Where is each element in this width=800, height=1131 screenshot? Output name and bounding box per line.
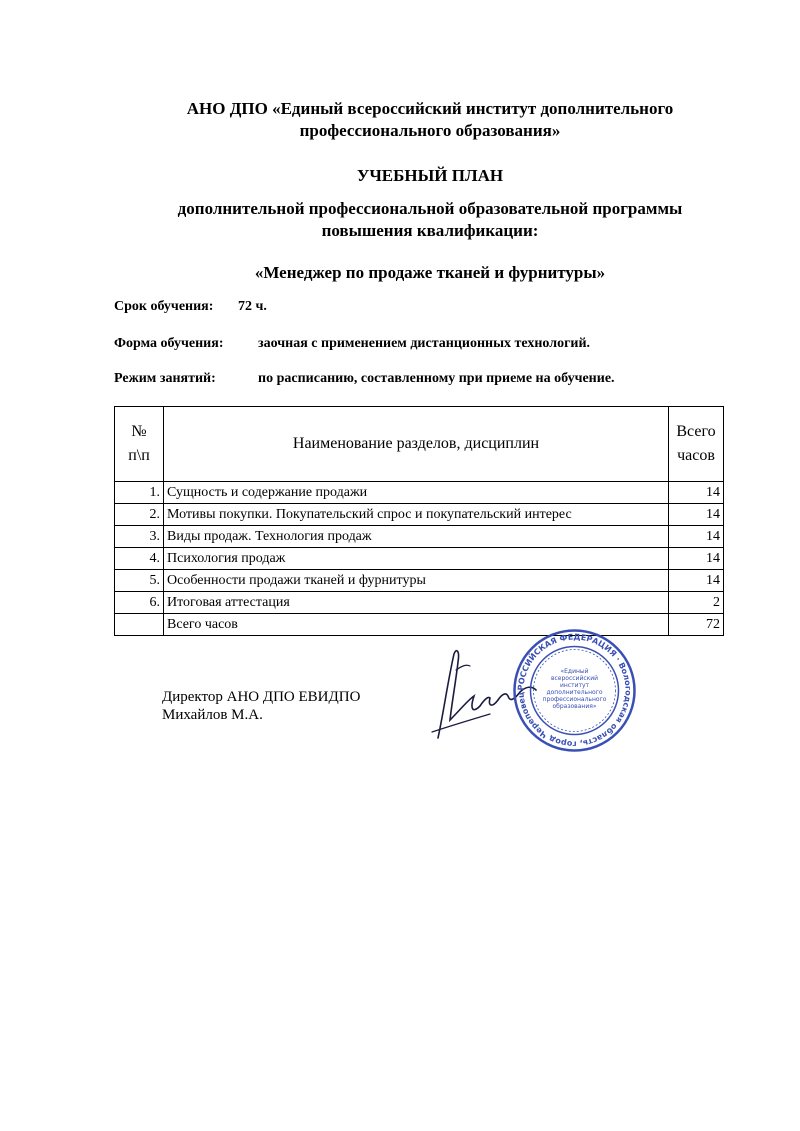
table-header-row [115,407,724,482]
organization-name [100,98,760,142]
signatory-block [162,688,360,724]
row-discipline: Сущность и содержание продажи [164,482,669,504]
column-header-hours-line1: Всего [676,423,716,440]
row-number: 4. [115,548,164,570]
total-empty-cell [115,614,164,636]
column-header-name: Наименование разделов, дисциплин [164,407,669,482]
table-row [115,504,724,526]
row-number: 2. [115,504,164,526]
row-discipline: Виды продаж. Технология продаж [164,526,669,548]
organization-name-line1: АНО ДПО «Единый всероссийский институт дополнительного [186,99,674,118]
row-number: 1. [115,482,164,504]
total-hours: 72 [669,614,724,636]
row-discipline: Итоговая аттестация [164,592,669,614]
table-row [115,548,724,570]
row-hours: 2 [669,592,724,614]
row-number: 6. [115,592,164,614]
study-form-label: Форма обучения: [114,336,224,351]
column-header-hours-line2: часов [677,447,715,464]
duration-row [114,298,267,316]
program-subtitle-line2: повышения квалификации: [321,221,539,240]
schedule-value: по расписанию, составленному при приеме на обучение. [258,371,615,386]
table-row [115,482,724,504]
study-form-value: заочная с применением дистанционных технологий. [258,336,591,351]
duration-label: Срок обучения: [114,299,214,314]
column-header-hours [669,407,724,482]
row-hours: 14 [669,548,724,570]
schedule-label: Режим занятий: [114,371,216,386]
organization-name-line2: профессионального образования» [299,121,561,140]
table-row [115,592,724,614]
column-header-number [115,407,164,482]
total-label: Всего часов [164,614,669,636]
row-hours: 14 [669,482,724,504]
signatory-title: Директор АНО ДПО ЕВИДПО [162,689,361,705]
signatory-name: Михайлов М.А. [162,707,263,723]
schedule-row [114,370,615,388]
official-stamp [512,628,637,753]
row-hours: 14 [669,526,724,548]
row-number: 5. [115,570,164,592]
stamp-outer-text: РОССИЙСКАЯ ФЕДЕРАЦИЯ · Вологодская область, город Череповец [516,632,633,749]
duration-value: 72 ч. [238,299,267,314]
row-discipline: Особенности продажи тканей и фурнитуры [164,570,669,592]
study-form-row [114,335,590,353]
table-row [115,526,724,548]
program-subtitle [100,198,760,242]
row-hours: 14 [669,570,724,592]
row-hours: 14 [669,504,724,526]
curriculum-table [114,406,724,636]
column-header-number-line2: п\п [128,447,150,464]
row-discipline: Мотивы покупки. Покупательский спрос и покупательский интерес [164,504,669,526]
table-row [115,570,724,592]
column-header-number-line1: № [131,423,147,440]
stamp-inner-text: «Единый всероссийский институт дополнительного профессионального образования» [542,668,607,710]
plan-title: УЧЕБНЫЙ ПЛАН [356,166,504,185]
course-name: «Менеджер по продаже тканей и фурнитуры» [254,263,606,282]
program-subtitle-line1: дополнительной профессиональной образовательной программы [177,199,683,218]
row-number: 3. [115,526,164,548]
row-discipline: Психология продаж [164,548,669,570]
